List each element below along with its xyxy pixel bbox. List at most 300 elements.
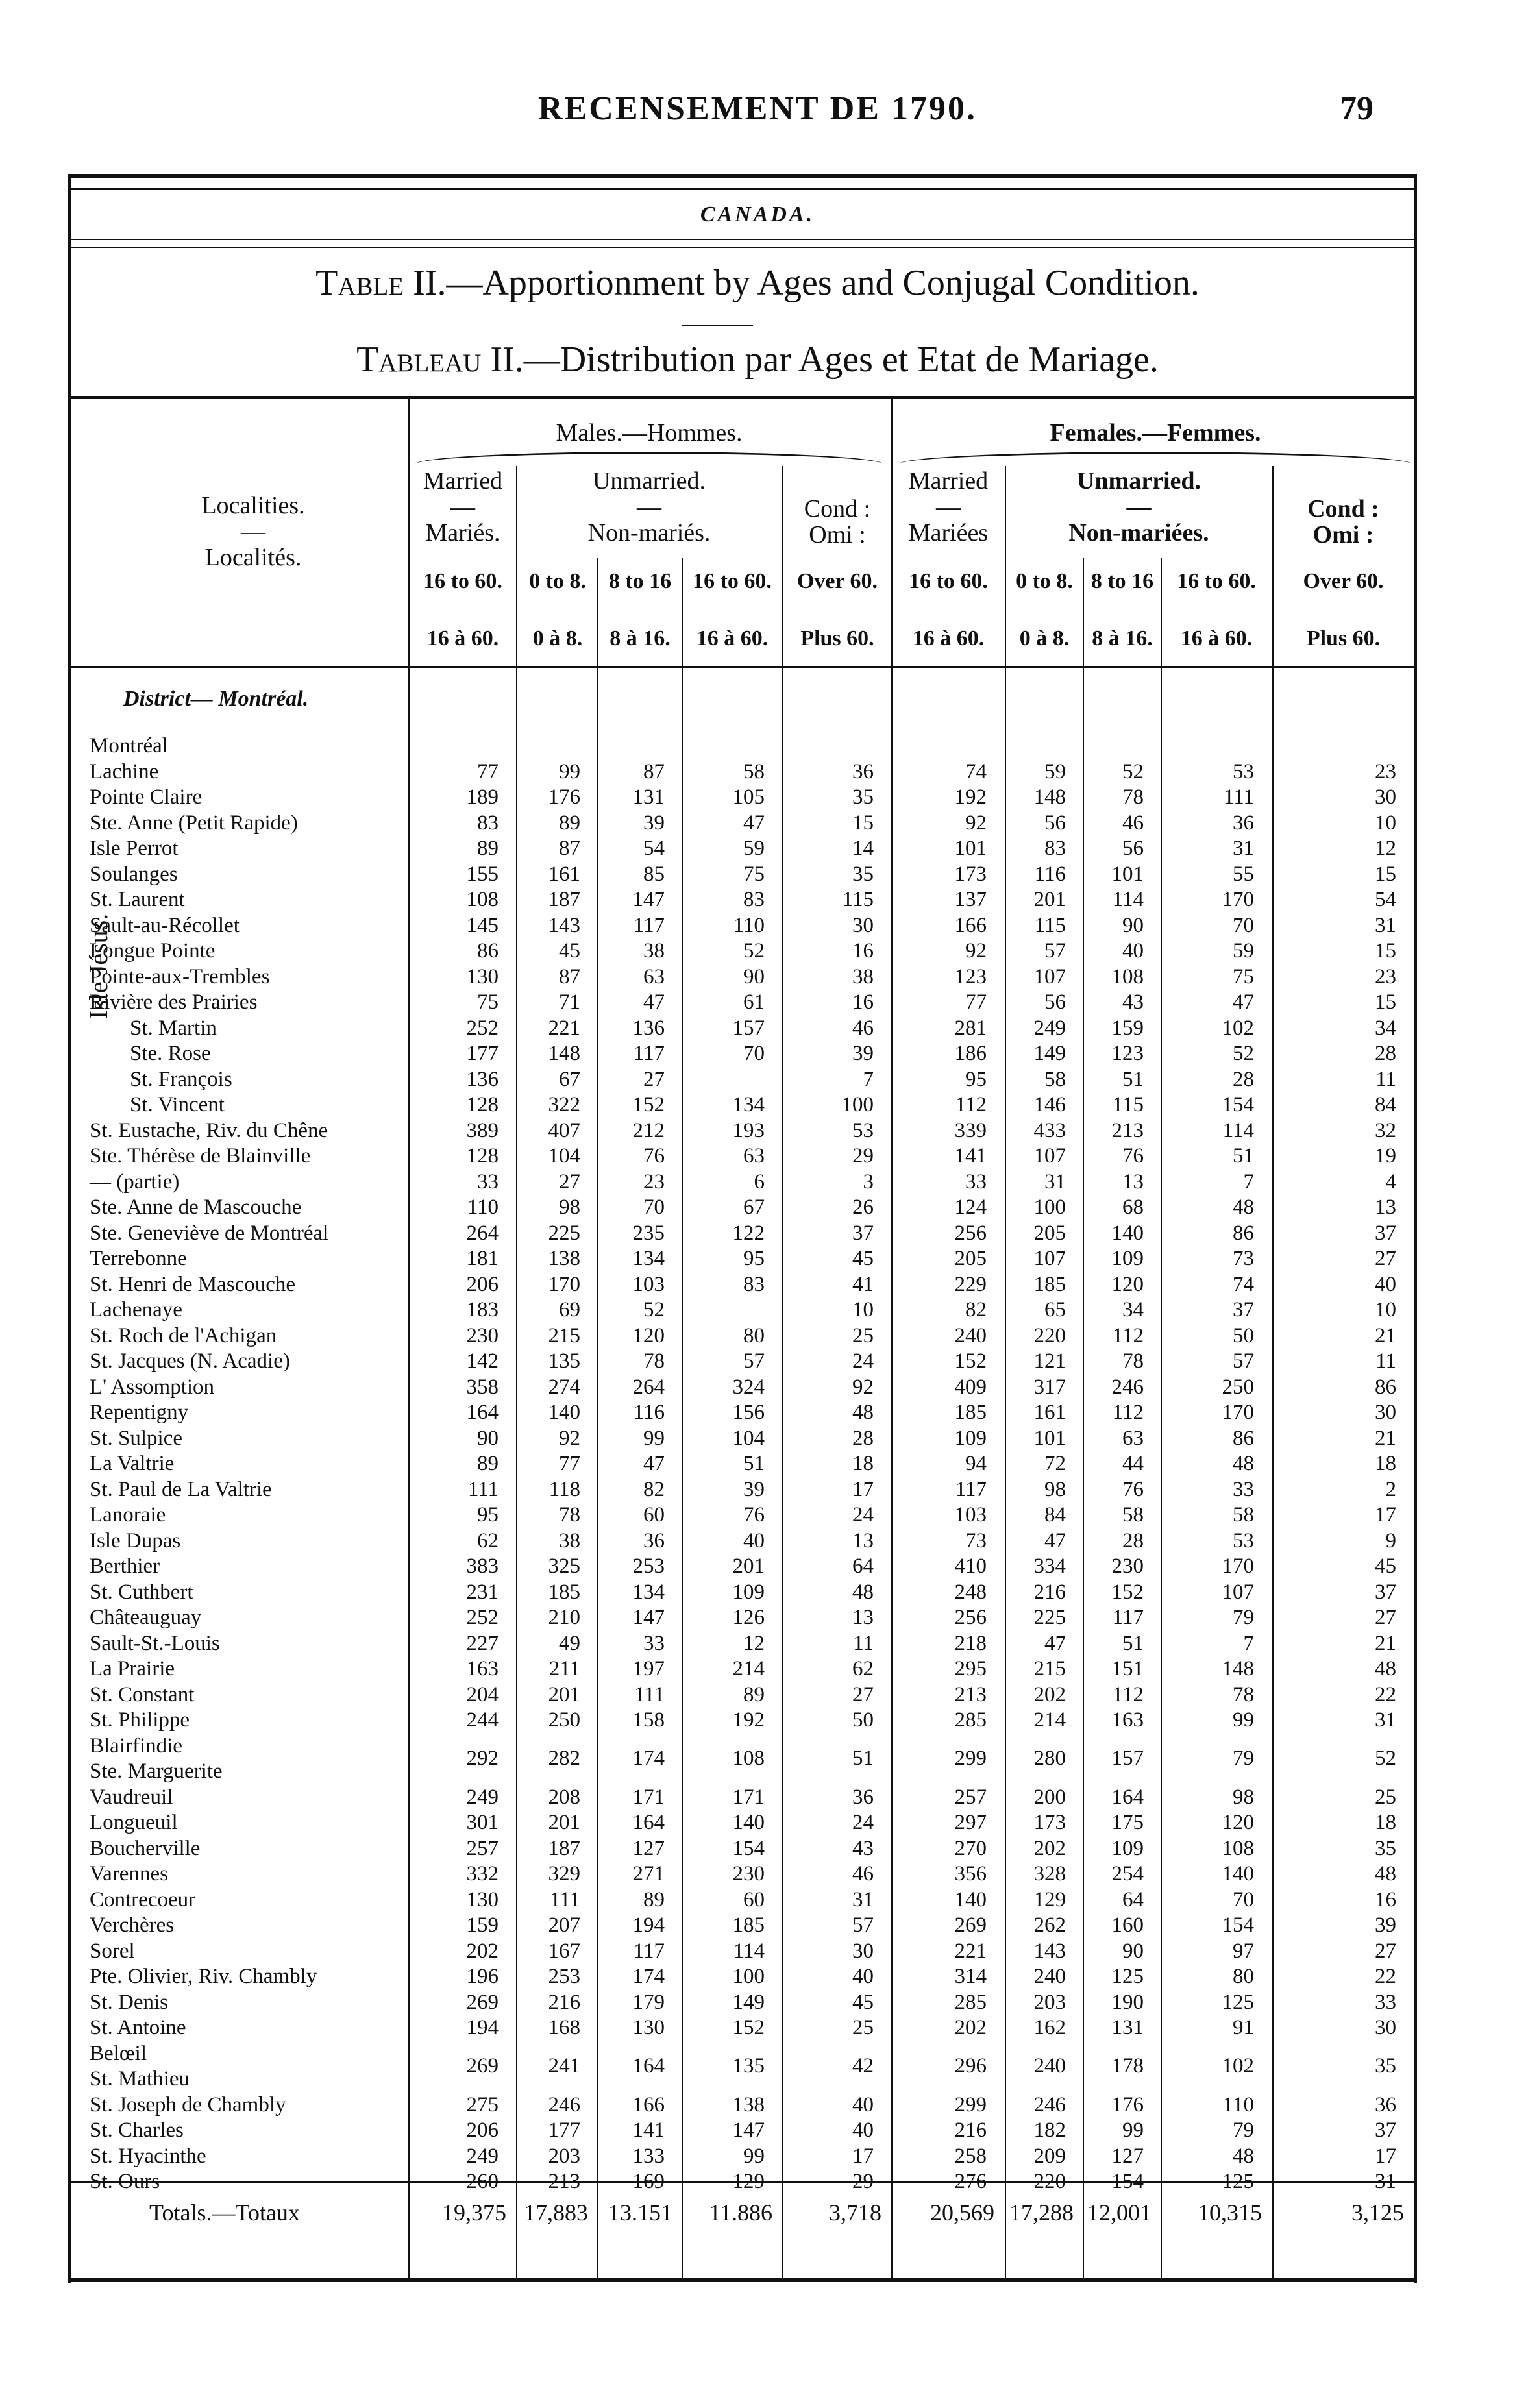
table-cell: 54	[1375, 888, 1396, 911]
table-cell: 141	[632, 2119, 665, 2142]
females-unmarried-header	[1007, 469, 1270, 547]
table-cell: 324	[732, 1375, 765, 1399]
table-cell: 123	[954, 964, 987, 989]
table-cell: 125	[1222, 1990, 1254, 2014]
totals-cell: 3,125	[1351, 2200, 1404, 2226]
table-cell: 174	[632, 1965, 665, 1988]
table-cell: 111	[467, 1477, 499, 1501]
table-cell: 17	[852, 1477, 874, 1501]
table-cell: 138	[548, 1247, 580, 1270]
running-head: RECENSEMENT DE 1790.	[538, 90, 977, 127]
table-cell: 108	[466, 888, 499, 911]
table-cell: 258	[954, 2144, 987, 2168]
title-divider	[682, 325, 753, 326]
totals-cell: 20,569	[930, 2200, 994, 2226]
table-cell: 339	[954, 1118, 987, 1142]
table-cell: 162	[1033, 2016, 1066, 2039]
table-cell: 147	[632, 1606, 665, 1629]
table-cell: 59	[1233, 939, 1254, 963]
table-cell: 70	[743, 1042, 765, 1065]
table-cell: 38	[852, 964, 874, 989]
table-cell: 90	[477, 1426, 499, 1450]
table-cell: 149	[1033, 1042, 1066, 1065]
table-cell: 89	[559, 811, 580, 835]
table-cell: 407	[548, 1118, 580, 1142]
age-header-ages_en-6: 0 to 8.	[1016, 569, 1073, 593]
table-row-locality: L' Assomption	[90, 1375, 215, 1399]
table-row-locality: Montréal	[90, 734, 168, 757]
table-cell: 92	[965, 939, 987, 963]
table-cell: 156	[732, 1401, 765, 1424]
table-cell: 215	[548, 1323, 580, 1347]
table-cell: 157	[732, 1016, 765, 1040]
table-cell: 79	[1233, 1747, 1254, 1771]
table-cell: 85	[643, 862, 665, 886]
table-cell: 276	[954, 2170, 987, 2193]
table-cell: 260	[466, 2170, 499, 2193]
table-cell: 17	[1375, 2144, 1396, 2168]
table-cell: 409	[954, 1375, 987, 1399]
table-cell: 76	[1122, 1144, 1144, 1168]
totals-cell: 17,883	[524, 2200, 588, 2226]
table-cell: 134	[732, 1093, 765, 1116]
table-cell: 181	[466, 1247, 499, 1270]
table-cell: 15	[852, 811, 874, 835]
table-cell: 201	[732, 1554, 765, 1578]
table-cell: 140	[1111, 1221, 1144, 1245]
table-cell: 111	[549, 1887, 580, 1911]
table-cell: 23	[1375, 759, 1396, 783]
table-cell: 194	[466, 2016, 499, 2039]
table-cell: 140	[548, 1401, 580, 1424]
table-cell: 35	[852, 862, 874, 886]
table-row-locality: St. Laurent	[90, 888, 185, 911]
table-cell: 34	[1122, 1298, 1144, 1321]
table-cell: 109	[954, 1426, 987, 1450]
table-cell: 146	[1033, 1093, 1066, 1116]
table-cell: 15	[1375, 862, 1396, 886]
table-row-locality: — (partie)	[90, 1170, 180, 1194]
table-cell: 51	[1233, 1144, 1254, 1168]
top-rule-thin	[68, 188, 1417, 190]
age-header-ages_en-3: 16 to 60.	[693, 569, 772, 593]
table-cell: 205	[1033, 1221, 1066, 1245]
table-cell: 221	[954, 1939, 987, 1963]
unmarried-dash: —	[1126, 493, 1152, 521]
table-cell: 182	[1033, 2119, 1066, 2142]
table-cell: 183	[466, 1298, 499, 1321]
table-cell: 230	[732, 1862, 765, 1886]
table-cell: 143	[1033, 1939, 1066, 1963]
table-cell: 193	[732, 1118, 765, 1142]
table-cell: 89	[477, 837, 499, 860]
table-cell: 58	[1122, 1503, 1144, 1527]
table-cell: 57	[852, 1913, 874, 1937]
table-cell: 100	[1033, 1196, 1066, 1219]
table-cell: 285	[954, 1708, 987, 1732]
table-cell: 317	[1033, 1375, 1066, 1399]
table-row-locality: St. Roch de l'Achigan	[90, 1323, 277, 1347]
table-cell: 87	[643, 759, 665, 783]
table-row-locality: Boucherville	[90, 1836, 201, 1860]
table-cell: 29	[852, 2170, 874, 2193]
table-cell: 90	[743, 964, 765, 989]
table-cell: 159	[466, 1913, 499, 1937]
table-cell: 322	[548, 1093, 580, 1116]
table-cell: 292	[466, 1747, 499, 1771]
table-cell: 73	[965, 1529, 987, 1553]
table-cell: 22	[1375, 1965, 1396, 1988]
table-cell: 101	[954, 837, 987, 860]
table-cell: 213	[548, 2170, 580, 2193]
table-cell: 271	[632, 1862, 665, 1886]
table-cell: 230	[466, 1323, 499, 1347]
table-cell: 164	[1111, 1785, 1144, 1809]
table-cell: 7	[863, 1067, 874, 1091]
table-cell: 33	[1375, 1990, 1396, 2014]
table-cell: 246	[1033, 2093, 1066, 2117]
table-cell: 52	[1233, 1042, 1254, 1065]
table-cell: 77	[477, 759, 499, 783]
table-cell: 51	[852, 1747, 874, 1771]
table-cell: 167	[548, 1939, 580, 1963]
table-cell: 211	[548, 1657, 580, 1680]
females-married-header	[893, 469, 1004, 547]
table-row-locality: Ste. Geneviève de Montréal	[90, 1221, 329, 1245]
table-cell: 45	[852, 1990, 874, 2014]
table-row-locality: St. Philippe	[90, 1708, 190, 1732]
table-cell: 225	[1033, 1606, 1066, 1629]
table-cell: 136	[632, 1016, 665, 1040]
table-cell: 185	[954, 1401, 987, 1424]
table-cell: 13	[852, 1529, 874, 1553]
table-cell: 128	[466, 1093, 499, 1116]
table-cell: 24	[852, 1811, 874, 1834]
table-cell: 110	[1222, 2093, 1254, 2117]
table-cell: 37	[1233, 1298, 1254, 1321]
table-cell: 74	[1233, 1272, 1254, 1296]
table-cell: 28	[1375, 1042, 1396, 1065]
table-cell: 189	[466, 785, 499, 809]
table-cell: 31	[852, 1887, 874, 1911]
table-cell: 80	[743, 1323, 765, 1347]
table-cell: 109	[1111, 1836, 1144, 1860]
mariees-label: Mariées	[908, 519, 989, 547]
table-cell: 147	[632, 888, 665, 911]
table-cell: 163	[466, 1657, 499, 1680]
title-en-text: II.—Apportionment by Ages and Conjugal Condition.	[413, 263, 1200, 303]
table-cell: 70	[1233, 913, 1254, 937]
table-cell: 50	[852, 1708, 874, 1732]
table-cell: 171	[632, 1785, 665, 1809]
age-header-ages_en-7: 8 to 16	[1090, 569, 1154, 593]
table-cell: 76	[743, 1503, 765, 1527]
country-heading: CANADA.	[700, 203, 815, 227]
table-cell: 75	[477, 990, 499, 1014]
table-cell: 160	[1111, 1913, 1144, 1937]
table-cell: 35	[1375, 1836, 1396, 1860]
table-cell: 4	[1385, 1170, 1396, 1194]
table-cell: 161	[548, 862, 580, 886]
table-cell: 281	[954, 1016, 987, 1040]
table-cell: 77	[965, 990, 987, 1014]
table-cell: 58	[1233, 1503, 1254, 1527]
table-cell: 94	[965, 1452, 987, 1475]
table-cell: 108	[732, 1747, 765, 1771]
table-cell: 27	[643, 1067, 665, 1091]
table-cell: 178	[1111, 2054, 1144, 2078]
table-cell: 112	[1112, 1401, 1144, 1424]
table-cell: 140	[732, 1811, 765, 1834]
table-cell: 114	[1222, 1118, 1254, 1142]
table-cell: 86	[1233, 1221, 1254, 1245]
table-cell: 48	[1233, 2144, 1254, 2168]
table-cell: 190	[1111, 1990, 1144, 2014]
table-cell: 179	[632, 1990, 665, 2014]
table-cell: 39	[1375, 1913, 1396, 1937]
table-cell: 192	[954, 785, 987, 809]
table-row-locality: Verchères	[90, 1913, 175, 1937]
table-cell: 112	[955, 1093, 987, 1116]
table-cell: 164	[466, 1401, 499, 1424]
table-cell: 92	[559, 1426, 580, 1450]
totals-cell: 17,288	[1009, 2200, 1074, 2226]
table-cell: 170	[1222, 1554, 1254, 1578]
table-cell: 227	[466, 1631, 499, 1655]
table-cell: 47	[743, 811, 765, 835]
table-cell: 78	[559, 1503, 580, 1527]
table-cell: 25	[852, 1323, 874, 1347]
table-cell: 97	[1233, 1939, 1254, 1963]
table-cell: 99	[559, 759, 580, 783]
table-cell: 64	[852, 1554, 874, 1578]
table-cell: 235	[632, 1221, 665, 1245]
table-cell: 33	[643, 1631, 665, 1655]
table-cell: 240	[1033, 1965, 1066, 1988]
age-header-ages_fr-5: 16 à 60.	[912, 626, 985, 650]
table-cell: 257	[954, 1785, 987, 1809]
age-header-ages_en-2: 8 to 16	[608, 569, 672, 593]
age-header-ages_fr-6: 0 à 8.	[1019, 626, 1070, 650]
table-row-locality: Sault-St.-Louis	[90, 1631, 220, 1655]
table-cell: 140	[1222, 1862, 1254, 1886]
table-cell: 36	[1375, 2093, 1396, 2117]
table-cell: 51	[1122, 1631, 1144, 1655]
table-cell: 120	[632, 1323, 665, 1347]
table-row-locality: St. François	[130, 1067, 232, 1091]
table-cell: 250	[1222, 1375, 1254, 1399]
table-cell: 216	[1033, 1580, 1066, 1604]
table-cell: 204	[466, 1682, 499, 1706]
table-cell: 152	[632, 1093, 665, 1116]
table-cell: 47	[1233, 990, 1254, 1014]
table-cell: 32	[1375, 1118, 1396, 1142]
table-cell: 48	[1233, 1196, 1254, 1219]
table-cell: 201	[548, 1682, 580, 1706]
table-row-locality: Isle Dupas	[90, 1529, 181, 1553]
table-cell: 205	[954, 1247, 987, 1270]
table-cell: 89	[477, 1452, 499, 1475]
col-divider	[782, 466, 783, 2278]
table-cell: 177	[548, 2119, 580, 2142]
table-cell: 356	[954, 1862, 987, 1886]
age-header-ages_fr-1: 0 à 8.	[532, 626, 583, 650]
table-cell: 389	[466, 1118, 499, 1142]
table-cell: 80	[1233, 1965, 1254, 1988]
table-cell: 92	[965, 811, 987, 835]
localities-fr: Localités.	[204, 543, 302, 571]
table-cell: 143	[548, 913, 580, 937]
table-cell: 63	[643, 964, 665, 989]
totals-label: Totals.—Totaux	[149, 2200, 300, 2226]
table-cell: 240	[1033, 2054, 1066, 2078]
table-cell: 40	[743, 1529, 765, 1553]
title-fr-prefix: Tableau	[356, 339, 482, 380]
table-cell: 142	[466, 1349, 499, 1373]
table-cell: 253	[632, 1554, 665, 1578]
table-cell: 203	[1033, 1990, 1066, 2014]
table-cell: 40	[852, 1965, 874, 1988]
table-cell: 111	[1223, 785, 1254, 809]
table-row-locality: St. Constant	[90, 1682, 195, 1706]
table-cell: 299	[954, 2093, 987, 2117]
table-row-locality: Blairfindie Ste. Marguerite	[90, 1734, 223, 1783]
table-cell: 99	[643, 1426, 665, 1450]
table-cell: 148	[1033, 785, 1066, 809]
table-cell: 248	[954, 1580, 987, 1604]
table-cell: 120	[1222, 1811, 1254, 1834]
table-cell: 221	[548, 1016, 580, 1040]
table-cell: 23	[643, 1170, 665, 1194]
table-cell: 216	[548, 1990, 580, 2014]
table-cell: 358	[466, 1375, 499, 1399]
age-header-ages_fr-0: 16 à 60.	[426, 626, 499, 650]
table-cell: 107	[1033, 964, 1066, 989]
table-cell: 87	[559, 837, 580, 860]
table-cell: 78	[643, 1349, 665, 1373]
married-label: Married	[423, 467, 503, 495]
title-en-prefix: Table	[315, 263, 404, 303]
table-cell: 218	[954, 1631, 987, 1655]
table-cell: 177	[466, 1042, 499, 1065]
table-cell: 264	[632, 1375, 665, 1399]
table-cell: 102	[1222, 2054, 1254, 2078]
table-cell: 103	[632, 1272, 665, 1296]
table-cell: 37	[1375, 2119, 1396, 2142]
age-header-ages_fr-8: 16 à 60.	[1180, 626, 1253, 650]
table-cell: 148	[1222, 1657, 1254, 1680]
table-cell: 161	[1033, 1401, 1066, 1424]
table-cell: 89	[743, 1682, 765, 1706]
table-cell: 61	[743, 990, 765, 1014]
table-cell: 47	[643, 990, 665, 1014]
table-cell: 24	[852, 1503, 874, 1527]
table-cell: 47	[643, 1452, 665, 1475]
table-cell: 56	[1044, 990, 1066, 1014]
table-cell: 23	[1375, 964, 1396, 989]
table-cell: 13	[1122, 1170, 1144, 1194]
table-row-locality: Lanoraie	[90, 1503, 166, 1527]
maries-label: Mariés.	[425, 519, 500, 547]
table-cell: 58	[1044, 1067, 1066, 1091]
table-cell: 269	[466, 1990, 499, 2014]
table-cell: 122	[732, 1221, 765, 1245]
table-cell: 35	[852, 785, 874, 809]
table-cell: 244	[466, 1708, 499, 1732]
married-dash: —	[936, 493, 961, 521]
table-cell: 18	[1375, 1811, 1396, 1834]
table-cell: 212	[632, 1118, 665, 1142]
table-cell: 74	[965, 759, 987, 783]
table-cell: 174	[632, 1747, 665, 1771]
table-cell: 30	[1375, 1401, 1396, 1424]
table-cell: 185	[548, 1580, 580, 1604]
non-maries-label: Non-mariés.	[587, 519, 711, 547]
table-cell: 192	[732, 1708, 765, 1732]
table-cell: 52	[1375, 1747, 1396, 1771]
table-cell: 214	[1033, 1708, 1066, 1732]
table-cell: 71	[559, 990, 580, 1014]
table-cell: 173	[954, 862, 987, 886]
table-cell: 328	[1033, 1862, 1066, 1886]
table-cell: 131	[632, 785, 665, 809]
table-cell: 44	[1122, 1452, 1144, 1475]
table-cell: 220	[1033, 2170, 1066, 2193]
table-cell: 89	[643, 1887, 665, 1911]
table-cell: 296	[954, 2054, 987, 2078]
table-cell: 130	[632, 2016, 665, 2039]
table-cell: 30	[1375, 785, 1396, 809]
table-row-locality: St. Jacques (N. Acadie)	[90, 1349, 290, 1373]
table-cell: 75	[1233, 964, 1254, 989]
table-cell: 152	[954, 1349, 987, 1373]
localities-en: Localities.	[201, 492, 305, 519]
table-cell: 246	[1111, 1375, 1144, 1399]
table-cell: 31	[1375, 2170, 1396, 2193]
table-cell: 82	[643, 1477, 665, 1501]
table-cell: 269	[466, 2054, 499, 2078]
table-cell: 10	[852, 1298, 874, 1321]
table-row-locality: Sorel	[90, 1939, 135, 1963]
table-cell: 131	[1111, 2016, 1144, 2039]
table-cell: 147	[732, 2119, 765, 2142]
age-header-ages_fr-7: 8 à 16.	[1092, 626, 1153, 650]
table-cell: 78	[1233, 1682, 1254, 1706]
table-row-locality: Rivière des Prairies	[90, 990, 258, 1014]
table-cell: 65	[1044, 1298, 1066, 1321]
table-cell: 104	[548, 1144, 580, 1168]
table-cell: 64	[1122, 1887, 1144, 1911]
table-cell: 125	[1111, 1965, 1144, 1988]
table-cell: 285	[954, 1990, 987, 2014]
table-cell: 134	[632, 1247, 665, 1270]
table-cell: 101	[1111, 862, 1144, 886]
table-cell: 168	[548, 2016, 580, 2039]
table-cell: 114	[1112, 888, 1144, 911]
table-cell: 56	[1044, 811, 1066, 835]
table-cell: 13	[1375, 1196, 1396, 1219]
table-row-locality: St. Ours	[90, 2170, 160, 2193]
table-cell: 170	[548, 1272, 580, 1296]
table-cell: 216	[954, 2119, 987, 2142]
table-cell: 48	[1375, 1862, 1396, 1886]
table-cell: 135	[548, 1349, 580, 1373]
isle-jesus-label: Isle Jésus.	[84, 913, 113, 1019]
table-cell: 128	[466, 1144, 499, 1168]
table-cell: 275	[466, 2093, 499, 2117]
table-cell: 325	[548, 1554, 580, 1578]
table-cell: 115	[1034, 913, 1066, 937]
